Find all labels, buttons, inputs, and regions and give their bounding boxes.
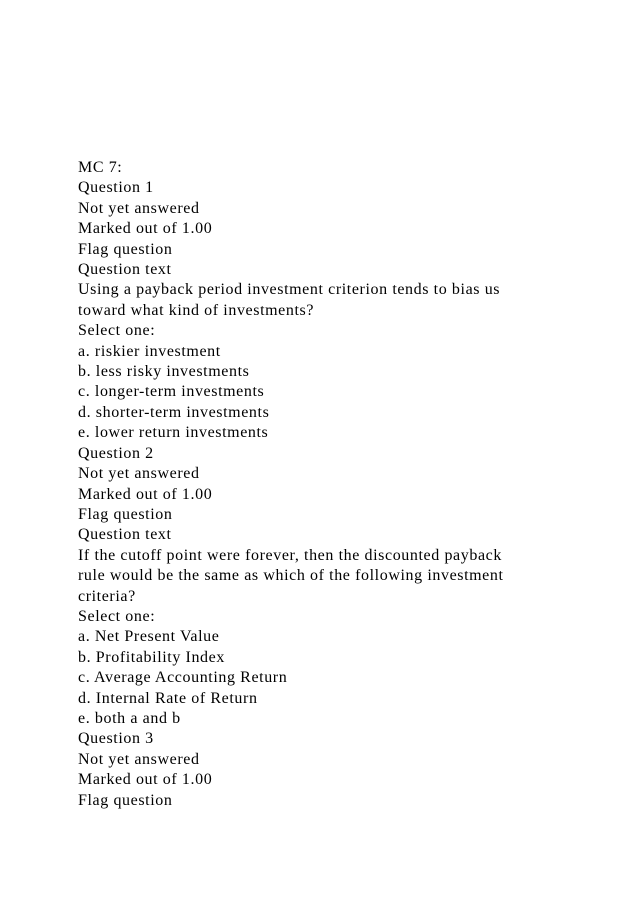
question-prompt-line: If the cutoff point were forever, then the discounted payback (78, 546, 502, 564)
document-text (78, 158, 618, 811)
answer-option[interactable]: c. Average Accounting Return (78, 669, 288, 687)
question-prompt-line: criteria? (78, 587, 136, 605)
question-number: Question 2 (78, 444, 154, 462)
question-text-label: Question text (78, 261, 172, 279)
question-number: Question 1 (78, 179, 154, 197)
answer-option[interactable]: a. Net Present Value (78, 628, 220, 646)
question-text-label: Question text (78, 526, 172, 544)
answer-option[interactable]: e. both a and b (78, 709, 181, 727)
question-status: Not yet answered (78, 465, 200, 483)
flag-question-link[interactable]: Flag question (78, 791, 173, 809)
answer-option[interactable]: a. riskier investment (78, 342, 221, 360)
answer-option[interactable]: b. Profitability Index (78, 648, 225, 666)
answer-option[interactable]: d. Internal Rate of Return (78, 689, 258, 707)
question-number: Question 3 (78, 730, 154, 748)
question-status: Not yet answered (78, 199, 200, 217)
question-prompt-line: toward what kind of investments? (78, 301, 315, 319)
answer-option[interactable]: b. less risky investments (78, 363, 250, 381)
flag-question-link[interactable]: Flag question (78, 505, 173, 523)
question-status: Not yet answered (78, 750, 200, 768)
section-heading: MC 7: (78, 159, 123, 176)
flag-question-link[interactable]: Flag question (78, 240, 173, 258)
question-marks: Marked out of 1.00 (78, 220, 213, 238)
question-prompt-line: rule would be the same as which of the following investment (78, 567, 504, 585)
answer-option[interactable]: e. lower return investments (78, 424, 269, 442)
answer-option[interactable]: c. longer-term investments (78, 383, 265, 401)
select-one-label: Select one: (78, 322, 156, 340)
question-marks: Marked out of 1.00 (78, 771, 213, 789)
select-one-label: Select one: (78, 607, 156, 625)
answer-option[interactable]: d. shorter-term investments (78, 403, 270, 421)
question-marks: Marked out of 1.00 (78, 485, 213, 503)
question-prompt-line: Using a payback period investment criterion tends to bias us (78, 281, 501, 299)
